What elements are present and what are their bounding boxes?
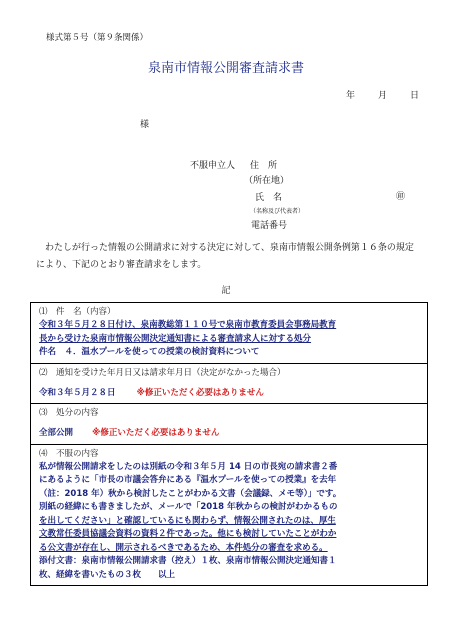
location-label: （所在地） — [244, 176, 290, 186]
section-notice-date — [31, 364, 427, 405]
representative-note: （名称及び代表者） — [250, 208, 305, 215]
applicant-role-label: 不服申立人 — [190, 161, 236, 171]
intro-text: わたしが行った情報の公開請求に対する決定に対して、泉南市情報公開条例第１６条の規定により、下記のとおり審査請求をします。 — [36, 243, 414, 270]
subject-line-1: 令和３年５月２８日付け、泉南教総第１１０号で泉南市教育委員会事務局教育 — [39, 320, 337, 330]
complaint-line-4: 別紙の経緯にも書きましたが、メールで「2018 年秋からの検討がわかるもの — [39, 502, 338, 512]
complaint-line-3: （註：2018 年）秋から検討したことがわかる文書（会議録、メモ等）」です。 — [39, 488, 342, 499]
seal-mark: ㊞ — [396, 192, 406, 202]
date-year-label: 年 — [346, 91, 356, 101]
section-disposition — [31, 404, 427, 445]
subject-line-3: 件名 ４．温水プールを使っての授業の検討資料について — [39, 347, 260, 357]
page-title: 泉南市情報公開審査請求書 — [147, 61, 304, 76]
complaint-line-9: 枚、経緯を書いたもの３枚 以上 — [39, 569, 176, 580]
notice-date-value: 令和３年５月２８日 — [39, 387, 116, 398]
notice-date-note: ※修正いただく必要はありません — [136, 387, 264, 398]
section-complaint — [31, 445, 427, 586]
section-notice-date-heading: ⑵ 通知を受けた年月日又は請求年月日（決定がなかった場合） — [39, 367, 286, 378]
form-number: 様式第５号（第９条関係） — [46, 33, 149, 43]
date-month-label: 月 — [378, 91, 388, 101]
complaint-line-8: 添付文書：泉南市情報公開請求書（控え）１枚、泉南市情報公開決定通知書１ — [39, 556, 337, 566]
complaint-line-2: にあるように「市長の市議会答弁にある『温水プールを使っての授業』を去年 — [39, 475, 337, 485]
section-subject — [31, 303, 427, 364]
section-complaint-heading: ⑷ 不服の内容 — [39, 448, 99, 459]
address-label: 住 所 — [250, 161, 278, 171]
section-subject-heading: ⑴ 件 名（内容） — [39, 307, 116, 317]
disposition-note: ※修正いただく必要はありません — [92, 428, 220, 438]
request-table — [30, 302, 428, 586]
complaint-line-7: る公文書が存在し、開示されるべきであるため、本件処分の審査を求める。 — [39, 542, 328, 553]
section-disposition-heading: ⑶ 処分の内容 — [39, 408, 99, 418]
disposition-value: 全部公開 — [39, 428, 74, 438]
date-day-label: 日 — [410, 91, 420, 101]
complaint-line-5: を出してください」と確認しているにも関わらず、情報公開されたのは、厚生 — [39, 515, 336, 526]
complaint-line-6: 文教常任委員協議会資料の資料２件であった。他にも検討していたことがわか — [39, 529, 337, 539]
addressee-label: 様 — [140, 120, 150, 130]
complaint-line-1: 私が情報公開請求をしたのは別紙の令和３年５月 14 日の市長宛の請求書２番 — [39, 461, 338, 472]
name-label: 氏 名 — [255, 193, 283, 203]
subject-line-2: 長から受けた泉南市情報公開決定通知書による審査請求人に対する処分 — [39, 333, 312, 344]
phone-label: 電話番号 — [251, 221, 288, 231]
ki-heading: 記 — [221, 286, 231, 296]
